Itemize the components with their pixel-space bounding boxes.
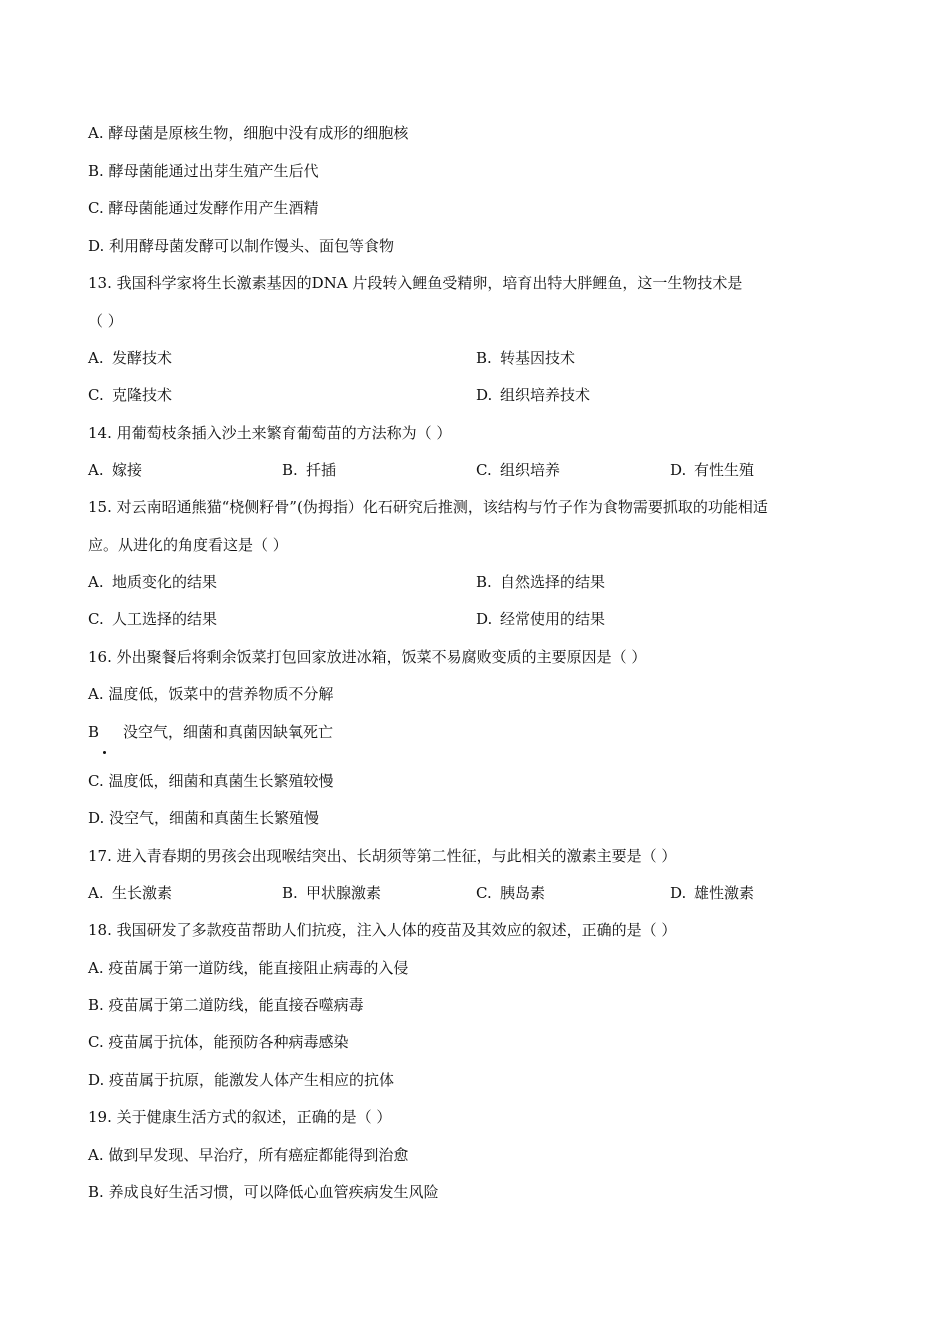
q19-option-b: B. 养成良好生活习惯，可以降低心血管疾病发生风险 (88, 1183, 439, 1201)
q12-option-b: B. 酵母菌能通过出芽生殖产生后代 (88, 162, 319, 180)
q13-option-c: C. 克隆技术 (88, 386, 173, 404)
q16-stem: 16. 外出聚餐后将剩余饭菜打包回家放进冰箱，饭菜不易腐败变质的主要原因是（ ） (88, 648, 647, 666)
q17-option-c: C. 胰岛素 (476, 884, 546, 902)
q12-option-d: D. 利用酵母菌发酵可以制作馒头、面包等食物 (88, 237, 395, 255)
q13-option-d: D. 组织培养技术 (476, 386, 591, 404)
q16-option-c: C. 温度低，细菌和真菌生长繁殖较慢 (88, 772, 334, 790)
q14-option-d: D. 有性生殖 (670, 461, 755, 479)
q18-option-c: C. 疫苗属于抗体，能预防各种病毒感染 (88, 1033, 349, 1051)
q15-option-d: D. 经常使用的结果 (476, 610, 606, 628)
q15-stem-line1: 15. 对云南昭通熊猫“桡侧籽骨”(伪拇指）化石研究后推测，该结构与竹子作为食物需要抓取的功能相适 (88, 498, 768, 516)
q12-option-a: A. 酵母菌是原核生物，细胞中没有成形的细胞核 (88, 124, 409, 142)
q17-option-d: D. 雄性激素 (670, 884, 755, 902)
q16-option-b: B 没空气，细菌和真菌因缺氧死亡 (88, 723, 334, 741)
q19-option-a: A. 做到早发现、早治疗，所有癌症都能得到治愈 (88, 1146, 409, 1164)
q16-option-d: D. 没空气，细菌和真菌生长繁殖慢 (88, 809, 320, 827)
q14-option-c: C. 组织培养 (476, 461, 561, 479)
q18-option-d: D. 疫苗属于抗原，能激发人体产生相应的抗体 (88, 1071, 395, 1089)
q15-options-row2 (88, 609, 864, 629)
q17-option-b: B. 甲状腺激素 (282, 884, 382, 902)
q14-option-b: B. 扦插 (282, 461, 337, 479)
q16-option-a: A. 温度低，饭菜中的营养物质不分解 (88, 685, 334, 703)
q15-option-a: A. 地质变化的结果 (88, 573, 218, 591)
q17-option-a: A. 生长激素 (88, 884, 173, 902)
q18-option-b: B. 疫苗属于第二道防线，能直接吞噬病毒 (88, 996, 364, 1014)
q15-options-row1 (88, 572, 864, 592)
q18-stem: 18. 我国研发了多款疫苗帮助人们抗疫，注入人体的疫苗及其效应的叙述，正确的是（ ） (88, 921, 677, 939)
q17-stem: 17. 进入青春期的男孩会出现喉结突出、长胡须等第二性征，与此相关的激素主要是（ ） (88, 847, 677, 865)
q17-options (88, 883, 864, 903)
q15-option-b: B. 自然选择的结果 (476, 573, 606, 591)
q15-option-c: C. 人工选择的结果 (88, 610, 218, 628)
q13-option-a: A. 发酵技术 (88, 349, 173, 367)
q15-stem-line2: 应。从进化的角度看这是（ ） (88, 536, 288, 554)
q13-options-row1 (88, 348, 864, 368)
q13-option-b: B. 转基因技术 (476, 349, 576, 367)
q13-stem-line1: 13. 我国科学家将生长激素基因的DNA 片段转入鲤鱼受精卵，培育出特大胖鲤鱼，这一生物技术是 (88, 274, 743, 292)
q14-options (88, 460, 864, 480)
q13-stem-line2: （ ） (88, 312, 123, 330)
q12-option-c: C. 酵母菌能通过发酵作用产生酒精 (88, 199, 319, 217)
q14-option-a: A. 嫁接 (88, 461, 143, 479)
q14-stem: 14. 用葡萄枝条插入沙土来繁育葡萄苗的方法称为（ ） (88, 424, 452, 442)
q18-option-a: A. 疫苗属于第一道防线，能直接阻止病毒的入侵 (88, 959, 409, 977)
q19-stem: 19. 关于健康生活方式的叙述，正确的是（ ） (88, 1108, 392, 1126)
q13-options-row2 (88, 385, 864, 405)
